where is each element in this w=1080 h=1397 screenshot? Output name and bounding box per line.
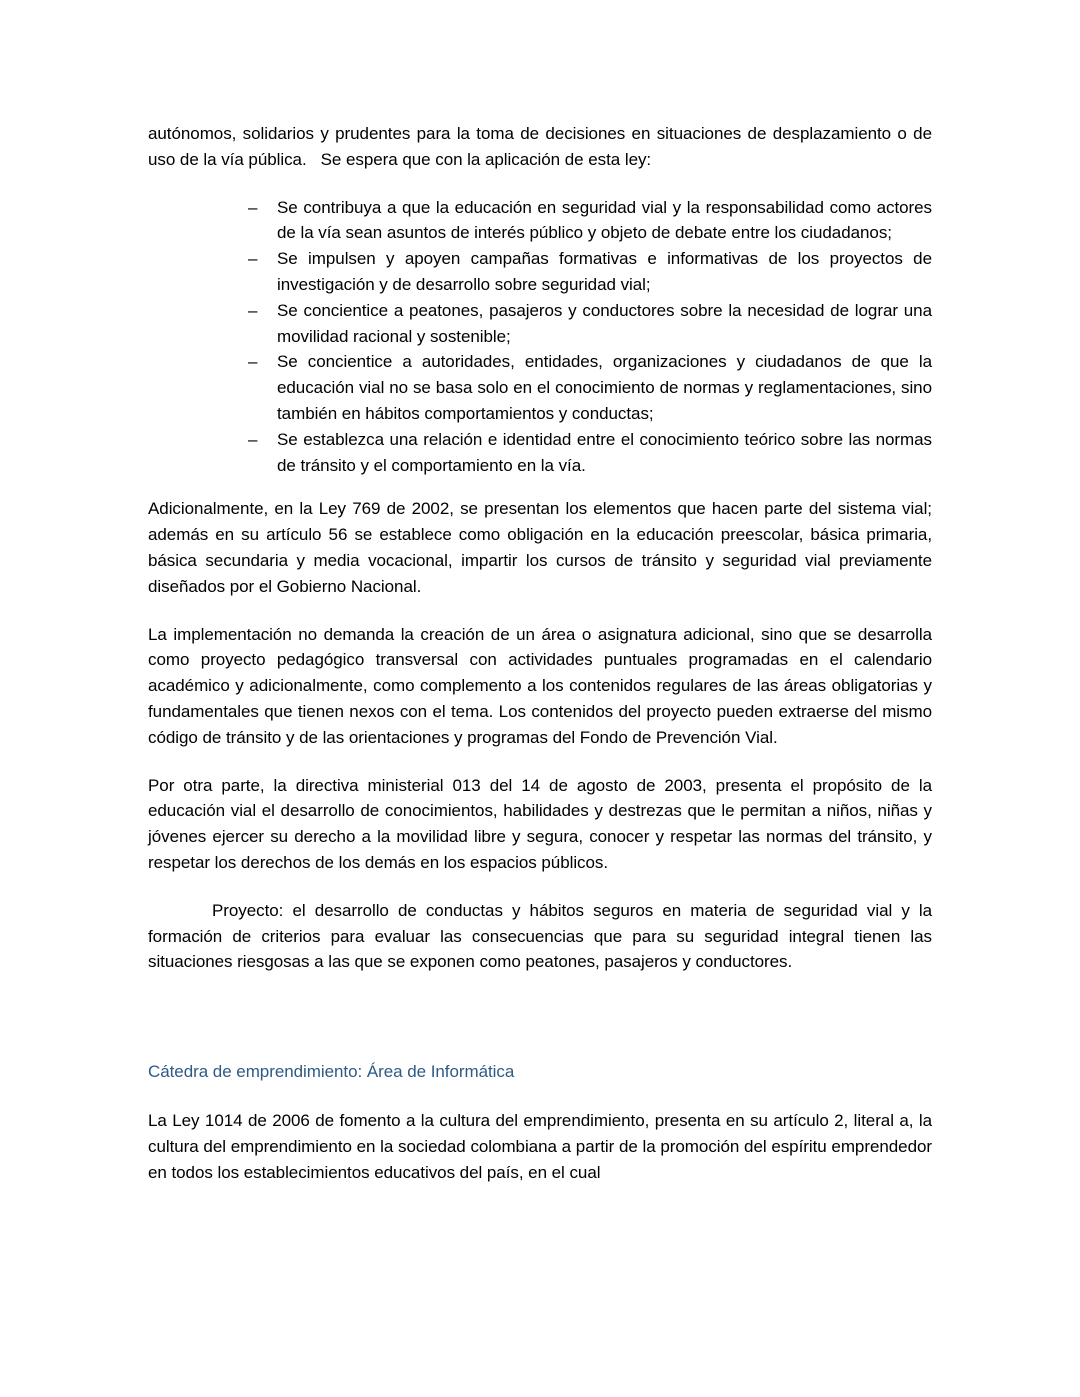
list-item bbox=[148, 349, 932, 426]
paragraph-intro: autónomos, solidarios y prudentes para la toma de decisiones en situaciones de desplazamiento o de uso de la vía pública. Se espera que con la aplicación de esta ley: bbox=[148, 124, 937, 169]
list-item-text: Se concientice a peatones, pasajeros y conductores sobre la necesidad de lograr una movilidad racional y sostenible; bbox=[277, 300, 932, 346]
spacer bbox=[148, 1085, 932, 1108]
list-item bbox=[148, 427, 932, 479]
paragraph-implementacion: La implementación no demanda la creación de un área o asignatura adicional, sino que se desarrolla como proyecto pedagógico transversal con actividades puntuales programadas en el calendario académico y adicionalmente, como complemento a los contenidos regulares de las áreas obligatorias y fundamentales que tienen nexos con el tema. Los contenidos del proyecto pueden extraerse del mismo código de tránsito y de las orientaciones y programas del Fondo de Prevención Vial. bbox=[148, 624, 937, 747]
objectives-list bbox=[148, 195, 932, 479]
list-item bbox=[148, 195, 932, 247]
list-item-text: Se establezca una relación e identidad entre el conocimiento teórico sobre las normas de tránsito y el comportamiento en la vía. bbox=[277, 429, 932, 475]
dash-bullet-icon: – bbox=[248, 352, 258, 372]
list-item-text: Se concientice a autoridades, entidades, organizaciones y ciudadanos de que la educación vial no se basa solo en el conocimiento de normas y reglamentaciones, sino también en hábitos comportamientos y conductas; bbox=[277, 352, 932, 423]
list-item-text: Se impulsen y apoyen campañas formativas e informativas de los proyectos de investigación y de desarrollo sobre seguridad vial; bbox=[277, 249, 932, 294]
paragraph-ley-1014: La Ley 1014 de 2006 de fomento a la cultura del emprendimiento, presenta en su artículo 2, literal a, la cultura del emprendimiento en la sociedad colombiana a partir de la promoción del espíritu emprendedor en todos los establecimientos educativos del país, en el cual bbox=[148, 1110, 937, 1182]
document-text-column bbox=[148, 121, 937, 1207]
dash-bullet-icon: – bbox=[248, 429, 258, 449]
list-item-text: Se contribuya a que la educación en seguridad vial y la responsabilidad como actores de la vía sean asuntos de interés público y objeto de debate entre los ciudadanos; bbox=[277, 197, 932, 243]
list-item bbox=[148, 298, 932, 350]
dash-bullet-icon: – bbox=[248, 300, 258, 320]
paragraph-ley-769: Adicionalmente, en la Ley 769 de 2002, se presentan los elementos que hacen parte del sistema vial; además en su artículo 56 se establece como obligación en la educación preescolar, básica primaria, básica secundaria y media vocacional, impartir los cursos de tránsito y seguridad vial previamente diseñados por el Gobierno Nacional. bbox=[148, 499, 937, 596]
dash-bullet-icon: – bbox=[248, 197, 258, 217]
spacer bbox=[148, 997, 932, 1059]
paragraph-directiva-ministerial: Por otra parte, la directiva ministerial 013 del 14 de agosto de 2003, presenta el propósito de la educación vial el desarrollo de conocimientos, habilidades y destrezas que le permitan a niños, niñas y jóvenes ejercer su derecho a la movilidad libre y segura, conocer y respetar las normas del tránsito, y respetar los derechos de los demás en los espacios públicos. bbox=[148, 775, 937, 872]
paragraph-proyecto: Proyecto: el desarrollo de conductas y hábitos seguros en materia de seguridad vial y la formación de criterios para evaluar las consecuencias que para su seguridad integral tienen las situaciones riesgosas a las que se exponen como peatones, pasajeros y conductores. bbox=[148, 900, 937, 972]
dash-bullet-icon: – bbox=[248, 249, 258, 269]
section-heading-catedra-emprendimiento: Cátedra de emprendimiento: Área de Informática bbox=[148, 1062, 515, 1082]
list-item bbox=[148, 246, 932, 298]
